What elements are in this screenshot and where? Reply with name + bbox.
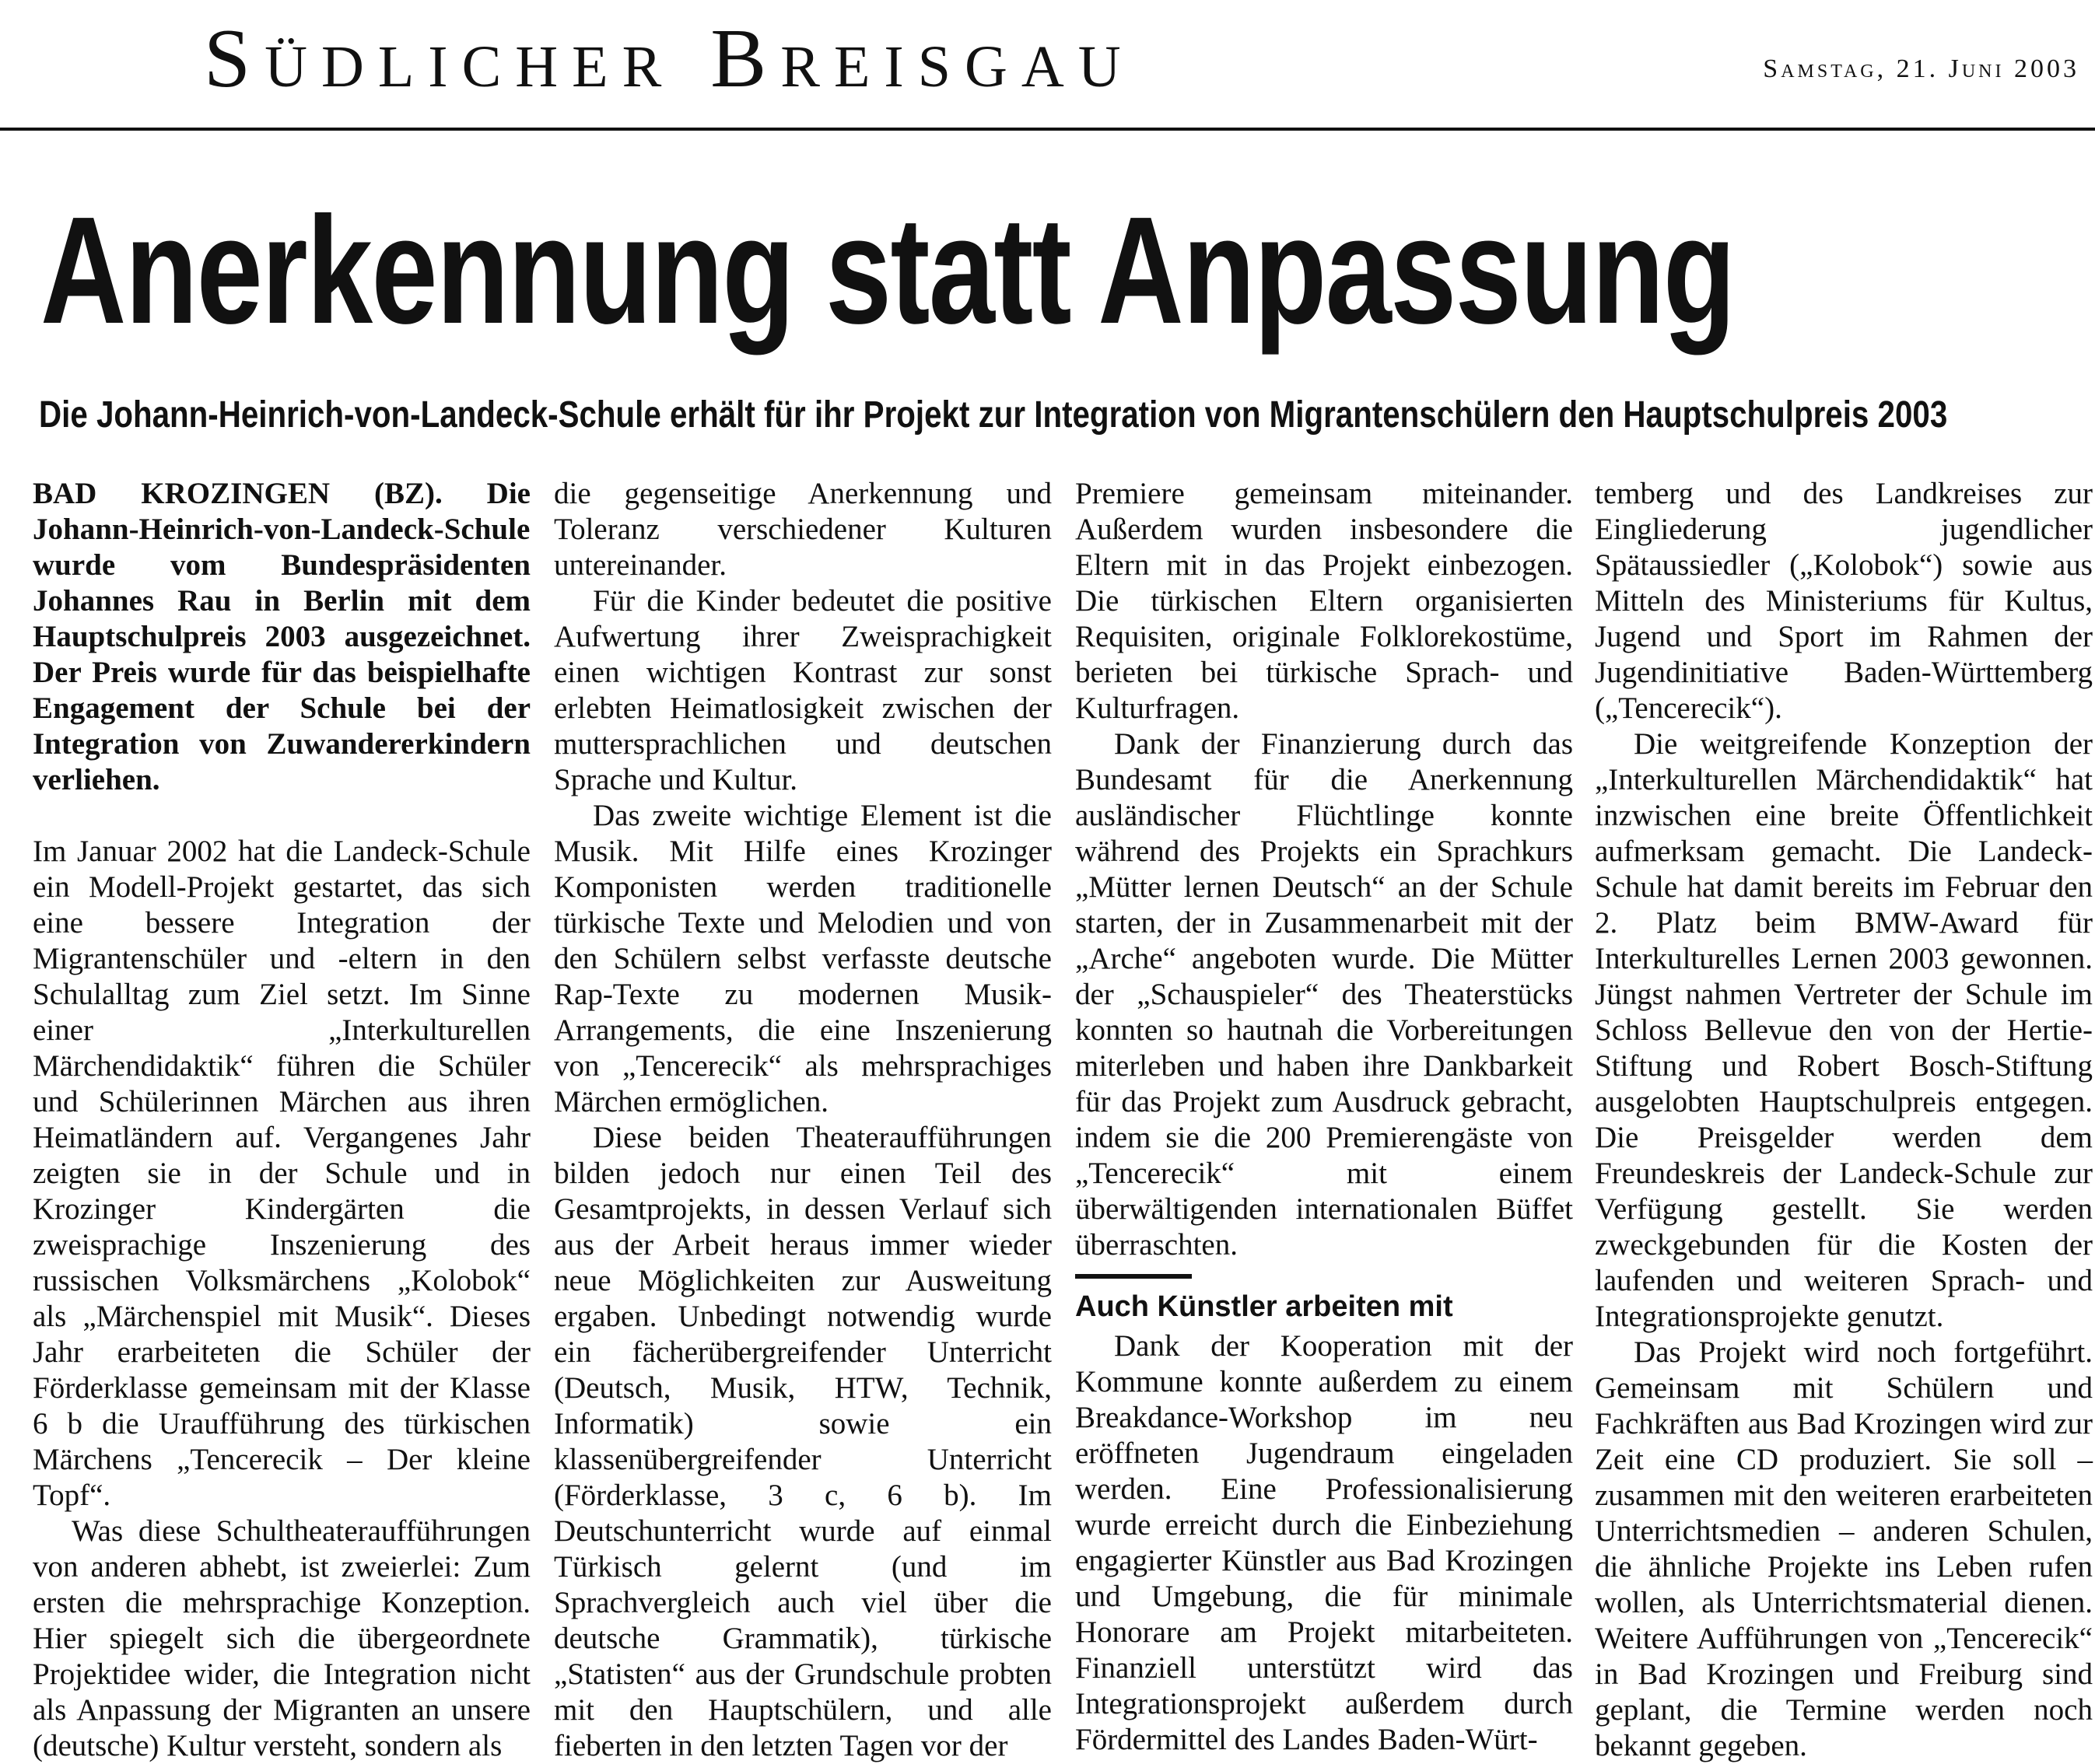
article-paragraph: Dank der Finanzierung durch das Bundesamt für die Anerkennung ausländischer Flüchtlinge konnte während des Projekts ein Sprachkurs „Mütter lernen Deutsch“ an der Schule starten, der in Zusammenarbeit mit der „Arche“ angeboten wurde. Die Mütter der „Schauspieler“ des Theaterstücks konnten so hautnah die Vorbereitungen miterleben und haben ihre Dankbarkeit für das Projekt zum Ausdruck gebracht, indem sie die 200 Premierengäste von „Tencerecik“ mit einem überwältigenden internationalen Büffet überraschten. xyxy=(1075,727,1573,1262)
article-paragraph: Diese beiden Theateraufführungen bilden jedoch nur einen Teil des Gesamtprojekts, in dessen Verlauf sich aus der Arbeit heraus immer wieder neue Möglichkeiten zur Ausweitung ergaben. Unbedingt notwendig wurde ein fächerübergreifender Unterricht (Deutsch, Musik, HTW, Technik, Informatik) sowie ein klassenübergreifender Unterricht (Förderklasse, 3 c, 6 b). Im Deutschunterricht wurde auf einmal Türkisch gelernt (und im Sprachvergleich auch viel über die deutsche Grammatik), türkische „Statisten“ aus der Grundschule probten mit den Hauptschülern, und alle fieberten in den letzten Tagen vor der xyxy=(554,1121,1052,1762)
article-paragraph: die gegenseitige Anerkennung und Toleranz verschiedener Kulturen untereinander. xyxy=(554,477,1052,582)
article-paragraph: Das zweite wichtige Element ist die Musik. Mit Hilfe eines Krozinger Komponisten werden traditionelle türkische Texte und Melodien und von den Schülern selbst verfasste deutsche Rap-Texte zu modernen Musik-Arrangements, die eine Inszenierung von „Tencerecik“ als mehrsprachiges Märchen ermöglichen. xyxy=(554,799,1052,1118)
headline: Anerkennung statt Anpassung xyxy=(40,185,1735,355)
article-paragraph: Das Projekt wird noch fortgeführt. Gemeinsam mit Schülern und Fachkräften aus Bad Krozingen wird zur Zeit eine CD produziert. Sie soll – zusammen mit den weiteren erarbeiteten Unterrichtsmedien – anderen Schulen, die ähnliche Projekte ins Leben rufen wollen, als Unterrichtsmaterial dienen. Weitere Aufführungen von „Tencerecik“ in Bad Krozingen und Freiburg sind geplant, die Termine werden noch bekannt gegeben. xyxy=(1595,1335,2093,1762)
article-paragraph: Premiere gemeinsam miteinander. Außerdem wurden insbesondere die Eltern mit in das Projekt einbezogen. Die türkischen Eltern organisierten Requisiten, originale Folklorekostüme, berieten bei türkische Sprach- und Kulturfragen. xyxy=(1075,477,1573,725)
article-paragraph: Im Januar 2002 hat die Landeck-Schule ein Modell-Projekt gestartet, das sich eine bessere Integration der Migrantenschüler und -eltern in den Schulalltag zum Ziel setzt. Im Sinne einer „Interkulturellen Märchendidaktik“ führen die Schüler und Schülerinnen Märchen aus ihren Heimatländern auf. Vergangenes Jahr zeigten sie in der Schule und in Krozinger Kindergärten die zweisprachige Inszenierung des russischen Volksmärchens „Kolobok“ als „Märchenspiel mit Musik“. Dieses Jahr erarbeiteten die Schüler der Förderklasse gemeinsam mit der Klasse 6 b die Uraufführung des türkischen Märchens „Tencerecik – Der kleine Topf“. xyxy=(33,835,531,1512)
masthead-rule xyxy=(0,128,2095,131)
article-paragraph: Dank der Kooperation mit der Kommune konnte außerdem zu einem Breakdance-Workshop im neu eröffneten Jugendraum eingeladen werden. Eine Professionalisierung wurde erreicht durch die Einbeziehung engagierter Künstler aus Bad Krozingen und Umgebung, die für minimale Honorare am Projekt mitarbeiteten. Finanziell unterstützt wird das Integrationsprojekt außerdem durch Fördermittel des Landes Baden-Würt- xyxy=(1075,1329,1573,1756)
article-column-1 xyxy=(33,476,531,1762)
article-lead: BAD KROZINGEN (BZ). Die Johann-Heinrich-von-Landeck-Schule wurde vom Bundespräsidenten Johannes Rau in Berlin mit dem Hauptschulpreis 2003 ausgezeichnet. Der Preis wurde für das beispielhafte Engagement der Schule bei der Integration von Zuwandererkindern verliehen. xyxy=(33,477,531,796)
article-paragraph: Für die Kinder bedeutet die positive Aufwertung ihrer Zweisprachigkeit einen wichtigen Kontrast zur sonst erlebten Heimatlosigkeit zwischen der muttersprachlichen und deutschen Sprache und Kultur. xyxy=(554,584,1052,796)
article-paragraph: temberg und des Landkreises zur Eingliederung jugendlicher Spätaussiedler („Kolobok“) sowie aus Mitteln des Ministeriums für Kultus, Jugend und Sport im Rahmen der Jugendinitiative Baden-Württemberg („Tencerecik“). xyxy=(1595,477,2093,725)
article-column-2 xyxy=(554,476,1052,1762)
article-column-4 xyxy=(1595,476,2093,1762)
subheadline: Die Johann-Heinrich-von-Landeck-Schule erhält für ihr Projekt zur Integration von Migrantenschülern den Hauptschulpreis 2003 xyxy=(39,394,1948,436)
masthead: Südlicher Breisgau xyxy=(204,12,1135,105)
article-paragraph: Was diese Schultheateraufführungen von anderen abhebt, ist zweierlei: Zum ersten die mehrsprachige Konzeption. Hier spiegelt sich die übergeordnete Projektidee wider, die Integration nicht als Anpassung der Migranten an unsere (deutsche) Kultur versteht, sondern als xyxy=(33,1514,531,1762)
article-column-3 xyxy=(1075,476,1573,1756)
intertitle: Auch Künstler arbeiten mit xyxy=(1075,1290,1453,1323)
intertitle-rule xyxy=(1075,1274,1192,1279)
article-paragraph: Die weitgreifende Konzeption der „Interkulturellen Märchendidaktik“ hat inzwischen eine breite Öffentlichkeit aufmerksam gemacht. Die Landeck-Schule hat damit bereits im Februar den 2. Platz beim BMW-Award für Interkulturelles Lernen 2003 gewonnen. Jüngst nahmen Vertreter der Schule im Schloss Bellevue den von der Hertie-Stiftung und Robert Bosch-Stiftung ausgelobten Hauptschulpreis entgegen. Die Preisgelder werden dem Freundeskreis der Landeck-Schule zur Verfügung gestellt. Sie werden zweckgebunden für die Kosten der laufenden und weiteren Sprach- und Integrationsprojekte genutzt. xyxy=(1595,727,2093,1333)
dateline: Samstag, 21. Juni 2003 xyxy=(1763,54,2079,83)
